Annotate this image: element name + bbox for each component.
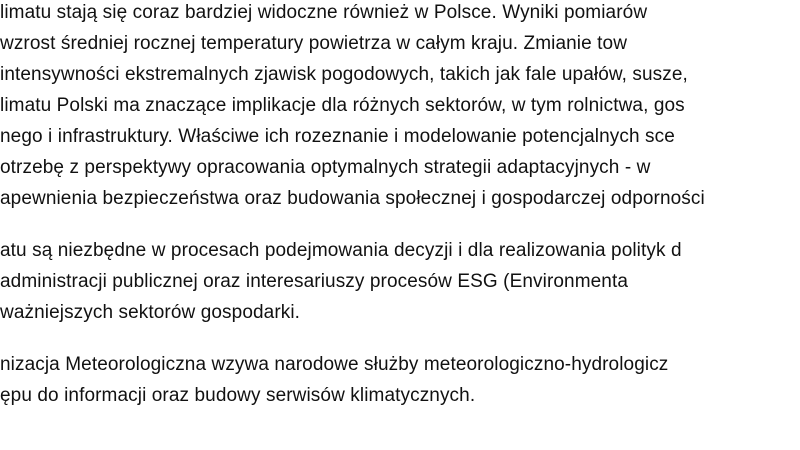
text-line: nego i infrastruktury. Właściwe ich rozeznanie i modelowanie potencjalnych sce [0, 126, 675, 147]
text-line: wzrost średniej rocznej temperatury powietrza w całym kraju. Zmianie tow [0, 33, 628, 54]
text-line: limatu stają się coraz bardziej widoczne również w Polsce. Wyniki pomiarów [0, 2, 648, 23]
text-line: otrzebę z perspektywy opracowania optymalnych strategii adaptacyjnych - w [0, 157, 651, 178]
text-line: intensywności ekstremalnych zjawisk pogodowych, takich jak fale upałów, susze, [0, 64, 688, 85]
text-line: ępu do informacji oraz budowy serwisów klimatycznych. [0, 385, 476, 406]
text-line: nizacja Meteorologiczna wzywa narodowe służby meteorologiczno-hydrologicz [0, 354, 669, 375]
text-line: administracji publicznej oraz interesariuszy procesów ESG (Environmenta [0, 271, 629, 292]
text-line: atu są niezbędne w procesach podejmowania decyzji i dla realizowania polityk d [0, 240, 682, 261]
text-line: ważniejszych sektorów gospodarki. [0, 302, 301, 323]
text-line: limatu Polski ma znaczące implikacje dla różnych sektorów, w tym rolnictwa, gos [0, 95, 685, 116]
text-line: apewnienia bezpieczeństwa oraz budowania społecznej i gospodarczej odporności [0, 188, 705, 209]
